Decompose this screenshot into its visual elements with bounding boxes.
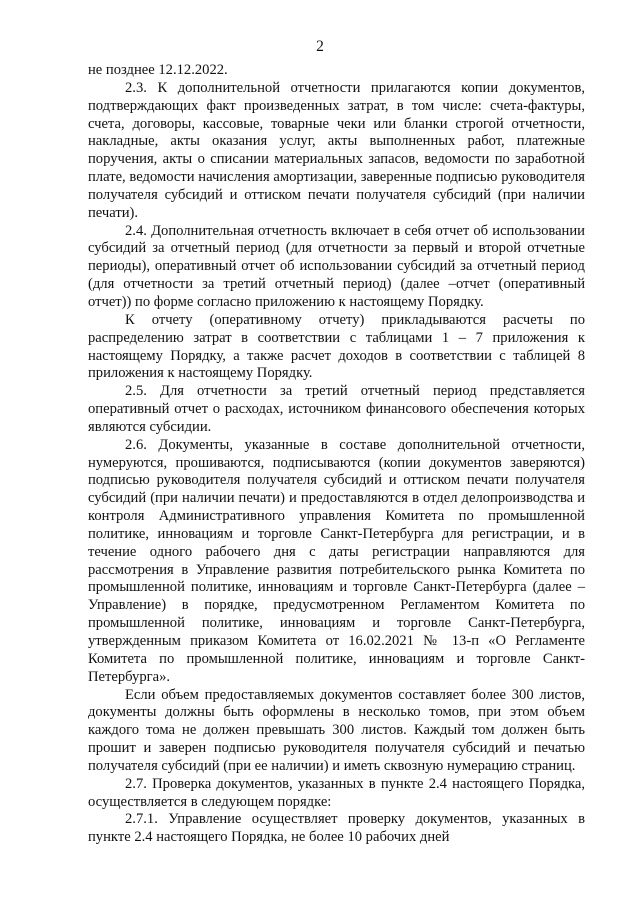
paragraph-deadline-continuation: не позднее 12.12.2022. xyxy=(88,62,228,78)
paragraph-2-3: 2.3. К дополнительной отчетности прилагаются копии документов, подтверждающих факт произведенных затрат, в том числе: счета-фактуры, счета, договоры, кассовые, товарные чеки или бланки строгой отчетности, накладные, акты оказания услуг, акты выполненных работ, платежные поручения, акты о списании материальных запасов, ведомости по заработной плате, ведомости начисления амортизации, заверенные подписью руководителя получателя субсидий и оттиском печати получателя субсидий (при наличии печати). xyxy=(88,79,585,221)
paragraph-2-4: 2.4. Дополнительная отчетность включает в себя отчет об использовании субсидий за отчетный период (для отчетности за первый и второй отчетные периоды), оперативный отчет об использовании субсидий за отчетный период (для отчетности за третий отчетный период) (далее –отчет (оперативный отчет)) по форме согласно приложению к настоящему Порядку. xyxy=(88,222,585,310)
document-body xyxy=(88,62,585,847)
paragraph-2-7: 2.7. Проверка документов, указанных в пункте 2.4 настоящего Порядка, осуществляется в следующем порядке: xyxy=(88,775,585,810)
page-number: 2 xyxy=(316,38,324,55)
paragraph-2-4-attachments: К отчету (оперативному отчету) прикладываются расчеты по распределению затрат в соответствии с таблицами 1 – 7 приложения к настоящему Порядку, а также расчет доходов в соответствии с таблицей 8 приложения к настоящему Порядку. xyxy=(88,311,585,382)
paragraph-2-7-1: 2.7.1. Управление осуществляет проверку документов, указанных в пункте 2.4 настоящего Порядка, не более 10 рабочих дней xyxy=(88,811,585,846)
paragraph-2-6-volumes: Если объем предоставляемых документов составляет более 300 листов, документы должны быть оформлены в несколько томов, при этом объем каждого тома не должен превышать 300 листов. Каждый том должен быть прошит и заверен подписью руководителя получателя субсидий и печатью получателя субсидий (при ее наличии) и иметь сквозную нумерацию страниц. xyxy=(88,686,585,774)
paragraph-2-5: 2.5. Для отчетности за третий отчетный период представляется оперативный отчет о расходах, источником финансового обеспечения которых являются субсидии. xyxy=(88,383,585,435)
paragraph-2-6: 2.6. Документы, указанные в составе дополнительной отчетности, нумеруются, прошиваются, подписываются (копии документов заверяются) подписью руководителя получателя субсидий и оттиском печати получателя субсидий (при наличии печати) и предоставляются в отдел делопроизводства и контроля Административного управления Комитета по промышленной политике, инновациям и торговле Санкт-Петербурга для регистрации, и в течение одного рабочего дня с даты регистрации направляются для рассмотрения в Управление развития потребительского рынка Комитета по промышленной политике, инновациям и торговле Санкт-Петербурга (далее – Управление) в порядке, предусмотренном Регламентом Комитета по промышленной политике, инновациям и торговле Санкт-Петербурга, утвержденным приказом Комитета от 16.02.2021 № 13-п «О Регламенте Комитета по промышленной политике, инновациям и торговле Санкт-Петербурга». xyxy=(88,436,585,685)
